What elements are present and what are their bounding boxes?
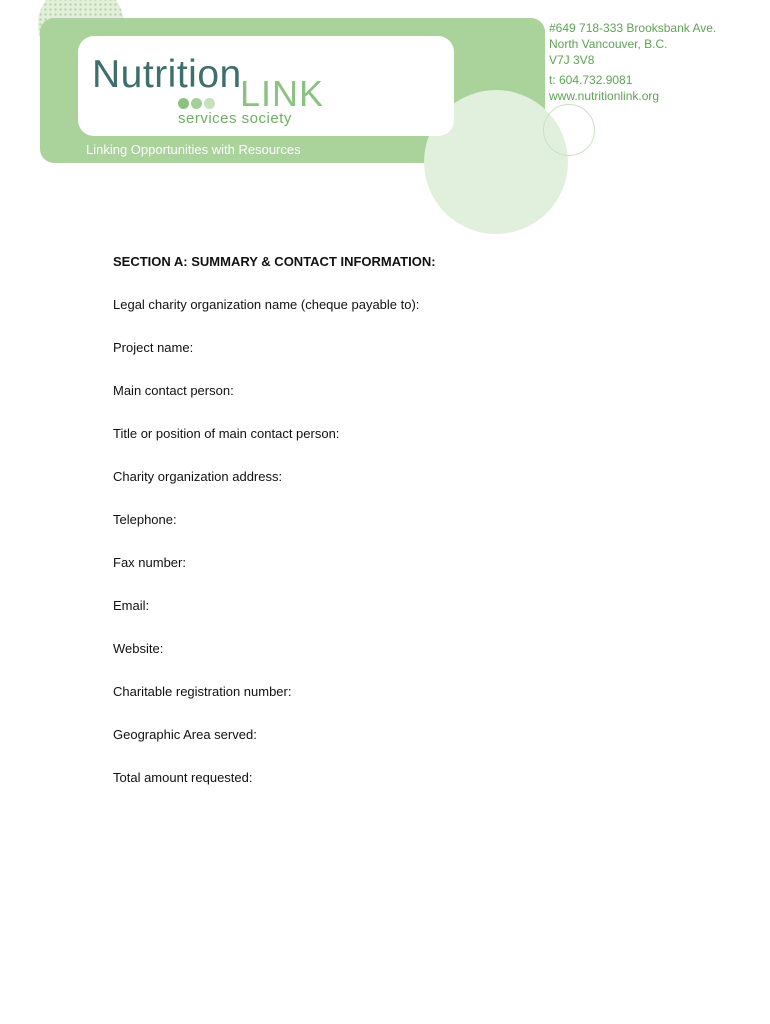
section-title: SECTION A: SUMMARY & CONTACT INFORMATION:	[113, 254, 436, 269]
logo-dots-icon	[178, 98, 224, 110]
field-email: Email:	[113, 598, 150, 613]
field-legal-name: Legal charity organization name (cheque payable to):	[113, 297, 420, 312]
address-line-3: V7J 3V8	[549, 53, 595, 67]
form-section	[113, 254, 713, 813]
field-telephone: Telephone:	[113, 512, 177, 527]
logo-subtitle: services society	[178, 110, 292, 127]
field-project-name: Project name:	[113, 340, 194, 355]
field-main-contact: Main contact person:	[113, 383, 234, 398]
tagline: Linking Opportunities with Resources	[86, 142, 301, 157]
logo-word-link: LINK	[240, 73, 325, 114]
field-amount-requested: Total amount requested:	[113, 770, 253, 785]
website-link[interactable]: www.nutritionlink.org	[549, 89, 660, 103]
field-fax: Fax number:	[113, 555, 186, 570]
letterhead	[0, 0, 770, 240]
field-geographic-area: Geographic Area served:	[113, 727, 257, 742]
phone-number: t: 604.732.9081	[549, 73, 633, 87]
contact-block	[549, 20, 716, 104]
logo-word-nutrition: Nutrition	[92, 53, 242, 96]
field-contact-title: Title or position of main contact person:	[113, 426, 340, 441]
field-registration-number: Charitable registration number:	[113, 684, 292, 699]
ring-circle-decoration	[543, 104, 595, 156]
field-website: Website:	[113, 641, 164, 656]
field-address: Charity organization address:	[113, 469, 283, 484]
address-line-1: #649 718-333 Brooksbank Ave.	[549, 21, 717, 35]
address-line-2: North Vancouver, B.C.	[549, 37, 668, 51]
